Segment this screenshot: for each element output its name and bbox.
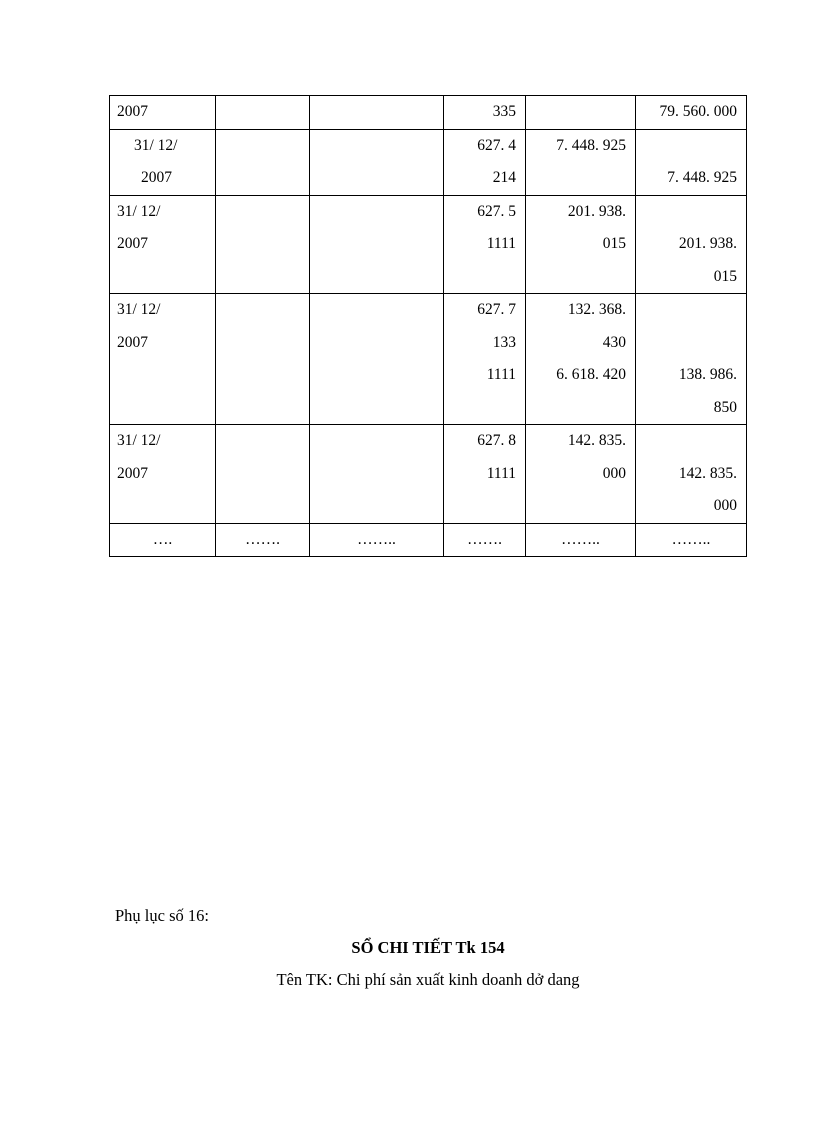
cell-line: [526, 96, 635, 129]
cell-line: [310, 96, 443, 129]
cell-line: 7. 448. 925: [556, 136, 626, 154]
cell-line: [636, 425, 746, 458]
ellipsis: ….: [152, 530, 173, 548]
table-cell-account: [444, 425, 526, 524]
cell-line: [310, 490, 443, 523]
table-cell-ellipsis: [310, 523, 444, 557]
table-cell-c2: [216, 96, 310, 130]
cell-line: 1111: [486, 366, 516, 383]
table-cell-c2: [216, 294, 310, 425]
cell-line: 000: [713, 497, 737, 514]
cell-line: [110, 261, 215, 294]
table-cell-total: [636, 129, 747, 195]
table-cell-date: [110, 425, 216, 524]
table-cell-debit: [526, 96, 636, 130]
cell-line: 430: [602, 333, 626, 351]
cell-line: 79. 560. 000: [659, 103, 737, 120]
table-row: [110, 195, 747, 294]
cell-line: [310, 327, 443, 360]
table-row: [110, 129, 747, 195]
cell-line: [216, 359, 309, 392]
cell-line: [636, 294, 746, 327]
cell-line: 2007: [117, 235, 148, 252]
cell-line: [526, 162, 635, 195]
ellipsis: ……..: [671, 530, 711, 548]
table-row: [110, 294, 747, 425]
ledger-title: SỔ CHI TIẾT Tk 154: [351, 938, 505, 957]
table-cell-date: [110, 294, 216, 425]
cell-line: [310, 261, 443, 294]
cell-line: 015: [713, 267, 737, 285]
cell-line: 31/ 12/: [134, 136, 178, 154]
cell-line: 142. 835.: [567, 432, 626, 449]
ledger-body: [110, 96, 747, 557]
table-cell-account: [444, 96, 526, 130]
cell-line: 335: [492, 103, 516, 120]
table-cell-c2: [216, 425, 310, 524]
cell-line: 133: [492, 333, 516, 351]
table-cell-debit: [526, 425, 636, 524]
table-cell-debit: [526, 195, 636, 294]
cell-line: 138. 986.: [678, 366, 737, 383]
ellipsis: …….: [467, 530, 502, 548]
cell-line: 201. 938.: [567, 202, 626, 220]
cell-line: [636, 130, 746, 163]
ellipsis: ……..: [357, 530, 396, 548]
cell-line: 1111: [486, 464, 516, 482]
cell-line: [526, 392, 635, 425]
table-cell-c2: [216, 195, 310, 294]
table-cell-ellipsis: [110, 523, 216, 557]
cell-line: [216, 458, 309, 491]
cell-line: 7. 448. 925: [667, 169, 737, 186]
table-cell-c3: [310, 425, 444, 524]
appendix-label: Phụ lục số 16:: [115, 906, 209, 925]
cell-line: [444, 392, 525, 425]
ledger-table: [109, 95, 747, 557]
table-cell-ellipsis: [444, 523, 526, 557]
cell-line: 2007: [117, 333, 148, 351]
cell-line: [216, 228, 309, 261]
cell-line: [216, 261, 309, 294]
table-cell-debit: [526, 129, 636, 195]
cell-line: 1111: [486, 235, 516, 252]
cell-line: [444, 261, 525, 294]
table-cell-account: [444, 294, 526, 425]
ellipsis: …….: [245, 530, 280, 548]
cell-line: [310, 425, 443, 458]
cell-line: [216, 294, 309, 327]
cell-line: [110, 490, 215, 523]
cell-line: [216, 327, 309, 360]
table-cell-ellipsis: [526, 523, 636, 557]
cell-line: 015: [602, 235, 626, 252]
cell-line: 6. 618. 420: [556, 366, 626, 383]
cell-line: [216, 162, 309, 195]
table-cell-c3: [310, 129, 444, 195]
cell-line: [110, 359, 215, 392]
cell-line: [310, 196, 443, 229]
table-row: [110, 425, 747, 524]
table-cell-date: [110, 96, 216, 130]
cell-line: 2007: [117, 103, 148, 120]
cell-line: 132. 368.: [567, 301, 626, 318]
table-cell-total: [636, 195, 747, 294]
cell-line: 142. 835.: [678, 464, 737, 482]
table-cell-date: [110, 129, 216, 195]
cell-line: [526, 490, 635, 523]
cell-line: [636, 327, 746, 360]
cell-line: 31/ 12/: [117, 301, 161, 318]
cell-line: 31/ 12/: [117, 202, 161, 220]
cell-line: [310, 130, 443, 163]
table-cell-debit: [526, 294, 636, 425]
cell-line: [216, 96, 309, 129]
table-row-ellipsis: [110, 523, 747, 557]
cell-line: [310, 162, 443, 195]
ellipsis: ……..: [561, 530, 600, 548]
table-cell-account: [444, 129, 526, 195]
cell-line: 850: [713, 398, 737, 416]
cell-line: [444, 490, 525, 523]
account-name: Tên TK: Chi phí sản xuất kinh doanh dở dang: [276, 970, 580, 989]
cell-line: 627. 7: [477, 301, 516, 318]
table-cell-c3: [310, 195, 444, 294]
cell-line: [216, 425, 309, 458]
cell-line: 2007: [117, 464, 148, 482]
table-cell-account: [444, 195, 526, 294]
cell-line: [216, 490, 309, 523]
cell-line: 2007: [141, 169, 172, 186]
cell-line: 000: [602, 464, 626, 482]
table-cell-c2: [216, 129, 310, 195]
table-cell-ellipsis: [216, 523, 310, 557]
cell-line: [310, 294, 443, 327]
table-cell-total: [636, 96, 747, 130]
table-cell-date: [110, 195, 216, 294]
cell-line: [310, 228, 443, 261]
cell-line: [216, 392, 309, 425]
table-cell-c3: [310, 294, 444, 425]
cell-line: 627. 5: [477, 202, 516, 220]
cell-line: 214: [492, 169, 516, 186]
cell-line: 627. 8: [477, 432, 516, 449]
cell-line: 31/ 12/: [117, 432, 161, 449]
cell-line: [110, 392, 215, 425]
table-row: [110, 96, 747, 130]
cell-line: 627. 4: [477, 136, 516, 154]
cell-line: 201. 938.: [678, 235, 737, 252]
cell-line: [526, 261, 635, 294]
table-cell-total: [636, 425, 747, 524]
cell-line: [310, 359, 443, 392]
table-cell-total: [636, 294, 747, 425]
table-cell-ellipsis: [636, 523, 747, 557]
cell-line: [216, 130, 309, 163]
cell-line: [636, 196, 746, 229]
cell-line: [310, 392, 443, 425]
table-cell-c3: [310, 96, 444, 130]
cell-line: [216, 196, 309, 229]
cell-line: [310, 458, 443, 491]
